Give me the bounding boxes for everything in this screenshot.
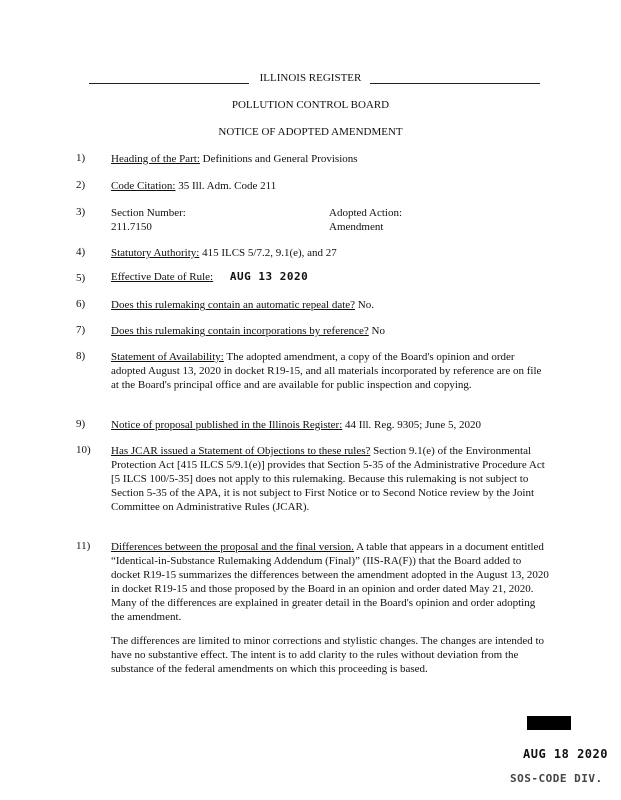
item-label: Code Citation: [111, 180, 176, 192]
item-number: 5) [76, 272, 86, 284]
item-number: 9) [76, 418, 86, 430]
item-citation [111, 179, 551, 193]
item-label: Does this rulemaking contain incorporations by reference? [111, 325, 369, 337]
item-jcar [111, 444, 551, 514]
item-number: 2) [76, 179, 86, 191]
item-number: 3) [76, 206, 86, 218]
item-availability [111, 350, 551, 392]
section-number-value: 211.7150 [111, 221, 152, 233]
item-label: Notice of proposal published in the Illinois Register: [111, 419, 343, 431]
adopted-action-label: Adopted Action: [329, 207, 403, 219]
item-label: Does this rulemaking contain an automatic repeal date? [111, 299, 356, 311]
item-number: 11) [76, 540, 91, 552]
item-label: Effective Date of Rule: [111, 271, 214, 283]
item-label: Has JCAR issued a Statement of Objections to these rules? [111, 445, 371, 457]
adopted-action-value: Amendment [329, 221, 384, 233]
item-text: Section 9.1(e) of the Environmental Protection Act [415 ILCS 5/9.1(e)] provides that Section 5-35 of the Administrative Procedure Act [5 ILCS 100/5-35] does not apply to this rulemaking. Because this rulemaking is not subject to Section 5-35 of the APA, it is not subject to First Notice or to Second Notice review by the Joint Committee on Administrative Rules (JCAR). [111, 445, 545, 513]
item-action [329, 206, 529, 234]
notice-title: NOTICE OF ADOPTED AMENDMENT [218, 126, 403, 138]
item-authority [111, 246, 551, 260]
item-label: Statutory Authority: [111, 247, 200, 259]
item-number: 10) [76, 444, 91, 456]
item-number: 4) [76, 246, 86, 258]
item-proposal [111, 418, 551, 432]
item-text: No [368, 325, 385, 337]
item-text: 415 ILCS 5/7.2, 9.1(e), and 27 [199, 247, 337, 259]
item-incorporations [111, 324, 551, 338]
item-label: Statement of Availability: [111, 351, 224, 363]
item-text: The adopted amendment, a copy of the Board's opinion and order adopted August 13, 2020 in docket R19-15, and all materials incorporated by reference are on file at the Board's principal office and are available for public inspection and copying. [111, 351, 542, 391]
redaction-bar [527, 716, 571, 730]
item-section [111, 206, 311, 234]
item-label: Heading of the Part: [111, 153, 200, 165]
register-title: ILLINOIS REGISTER [259, 72, 362, 84]
item-number: 8) [76, 350, 86, 362]
item-differences [111, 540, 551, 624]
board-title: POLLUTION CONTROL BOARD [231, 99, 390, 111]
item-text: 44 Ill. Reg. 9305; June 5, 2020 [342, 419, 481, 431]
item-text: 35 Ill. Adm. Code 211 [175, 180, 277, 192]
item-text: No. [355, 299, 374, 311]
received-date-stamp: AUG 18 2020 [523, 747, 608, 761]
section-number-label: Section Number: [111, 207, 186, 219]
item-differences-extra: The differences are limited to minor corrections and stylistic changes. The changes are intended to have no substantive effect. The intent is to add clarity to the rules without deviation from the substance of the federal amendments on which this proceeding is based. [111, 635, 545, 675]
item-label: Differences between the proposal and the final version. [111, 541, 354, 553]
item-effective-date [111, 270, 551, 284]
item-number: 1) [76, 152, 86, 164]
item-text: A table that appears in a document entitled “Identical-in-Substance Rulemaking Addendum (Final)” (IIS-RA(F)) that the Board added to docket R19-15 summarizes the differences between the amendment adopted in the August 13, 2020 in docket R19-15 and those proposed by the Board in an opinion and order dated May 21, 2020. Many of the differences are explained in greater detail in the Board's opinion and order adopting the amendment. [111, 541, 549, 623]
item-repeal [111, 298, 551, 312]
item-text: Definitions and General Provisions [199, 153, 358, 165]
item-number: 6) [76, 298, 86, 310]
effective-date-stamp: AUG 13 2020 [229, 270, 309, 283]
item-heading [111, 152, 551, 166]
item-number: 7) [76, 324, 86, 336]
office-stamp: SOS-CODE DIV. [510, 772, 603, 785]
